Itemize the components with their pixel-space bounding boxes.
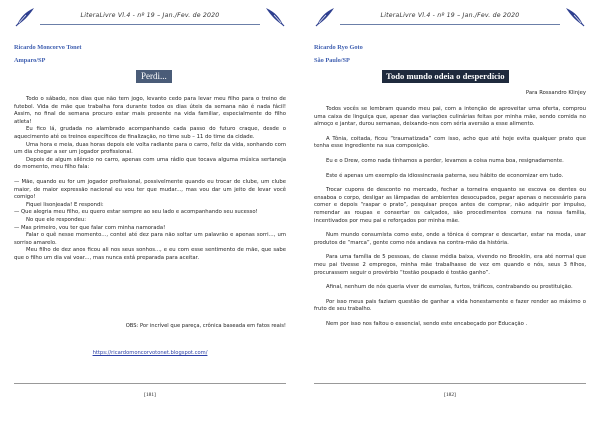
paragraph: Falar o quê nesse momento..., contei até dez para não soltar um palavrão e apenas sorri..., um sorriso amarelo.: [14, 232, 286, 246]
page-header: [14, 6, 286, 28]
header-text: LiteraLivre Vl.4 - nº 19 – Jan./Fev. de 2020: [80, 12, 220, 19]
story-title: Perdi...: [136, 70, 172, 83]
paragraph: Para uma família de 5 pessoas, de classe média baixa, vivendo no Brooklin, era até normal que meu pai tivesse 2 empregos, minha mãe trabalhasse de vez em quando e nós, seus 3 filhos, procurassem seguir o provérbio “tostão poupado é tostão ganho”.: [314, 254, 586, 276]
paragraph: A Tônia, coitada, ficou “traumatizada” com isso, acho que até hoje evita qualquer prato que tenha esse ingrediente na sua composição.: [314, 135, 586, 150]
paragraph: Num mundo consumista como este, onde a tônica é comprar e descartar, estar na moda, usar produtos de “marca”, gente como nós andava na contra-mão da história.: [314, 232, 586, 246]
paragraph: — Mãe, quando eu for um jogador profissional, possivelmente quando eu trocar de clube, um clube maior, de maior expressão nacional eu vou ter que mudar..., mas vou dar um jeito de levar você comigo!: [14, 178, 286, 201]
footer-rule: [14, 383, 286, 384]
page-number: [182]: [444, 392, 456, 398]
story-body: [314, 106, 586, 328]
paragraph: Todo o sábado, nos dias que não tem jogo, levanto cedo para levar meu filho para o treino de futebol. Vida de mãe que trabalha fora durante todos os dias úteis da semana não é nada fácil! Assim, no final de semana procuro estar mais presente na vida familiar, especialmente do filho atleta!: [14, 96, 286, 125]
paragraph: — Que alegria meu filho, eu quero estar sempre ao seu lado e acompanhando seu sucesso!: [14, 209, 258, 216]
paragraph: Trocar cupons de desconto no mercado, fechar a torneira enquanto se escova os dentes ou ensaboa o corpo, desligar as lâmpadas de ambientes desocupados, pegar apenas o necessário para comer e depois “raspar o prato”, pesquisar preços antes de comprar, não adquirir por impulso, remendar as roupas e consertar os calçados, são procedimentos comuns na nossa família, incentivados por meu pai e reforçados por minha mãe.: [314, 187, 586, 224]
author-note: OBS: Por incrível que pareça, crônica baseada em fatos reais!: [125, 323, 286, 329]
page-number: [181]: [144, 392, 156, 398]
story-body: [14, 96, 286, 262]
paragraph: No que ele respondeu:: [26, 216, 87, 223]
paragraph: Uma hora e meia, duas horas depois ele volta radiante para o carro, feliz da vida, sonhando com um dia chegar a ser um jogador profissional.: [14, 141, 286, 156]
header-rule: [40, 24, 260, 25]
footer-rule: [314, 383, 586, 384]
paragraph: Depois de algum silêncio no carro, apenas com uma rádio que tocava alguma música sertaneja do momento, meu filho fala:: [14, 156, 286, 171]
paragraph: Todos vocês se lembram quando meu pai, com a intenção de aproveitar uma oferta, comprou uma caixa de linguiça que, apesar das variações culinárias feitas por minha mãe, sendo comida no almoço e jantar, durou semanas, deixando-nos com séria aversão a esse alimento.: [314, 106, 586, 128]
author-location: Amparo/SP: [14, 57, 46, 64]
quill-pen-icon: [314, 6, 336, 28]
paragraph: — Mas primeiro, vou ter que falar com minha namorada!: [14, 224, 166, 231]
page-header: [314, 6, 586, 28]
paragraph: Eu fico lá, grudada no alambrado acompanhando cada passo do futuro craque, desde o aquecimento até os treinos específicos de finalização, no time sub – 11 do time da cidade.: [14, 126, 286, 140]
author-name: Ricardo Ryo Goto: [314, 44, 363, 51]
right-page: [300, 0, 600, 424]
paragraph: Fiquei lisonjeada! E respondi:: [26, 201, 104, 208]
quill-pen-icon: [264, 6, 286, 28]
paragraph: Este é apenas um exemplo da idiossincrasia paterna, seu hábito de economizar em tudo.: [326, 172, 564, 179]
author-location: São Paulo/SP: [314, 57, 350, 64]
paragraph: Por isso meus pais faziam questão de ganhar a vida honestamente e fazer render ao máximo o fruto de seu trabalho.: [314, 298, 586, 313]
quill-pen-icon: [14, 6, 36, 28]
header-text: LiteraLivre Vl.4 - nº 19 – Jan./Fev. de 2020: [380, 12, 520, 19]
paragraph: Nem por isso nos faltou o essencial, sendo este encabeçado por Educação .: [326, 320, 528, 327]
quill-pen-icon: [564, 6, 586, 28]
header-rule: [340, 24, 560, 25]
paragraph: Meu filho de dez anos ficou ali nos seus sonhos..., e eu com esse sentimento de mãe, que sabe que o filho um dia vai voar..., mas nunca está preparada para aceitar.: [14, 247, 286, 261]
paragraph: Eu e o Drew, como nada tínhamos a perder, levamos a coisa numa boa, resignadamente.: [326, 157, 564, 164]
paragraph: Afinal, nenhum de nós queria viver de esmolas, furtos, tráficos, contrabando ou prostituição.: [326, 284, 573, 291]
dedication: Para Rossandro Klinjey: [525, 90, 586, 96]
author-name: Ricardo Moncorvo Tonet: [14, 44, 82, 51]
blog-link[interactable]: https://ricardomoncorvotonet.blogspot.com/: [92, 350, 208, 356]
story-title: Todo mundo odeia o desperdício: [382, 70, 509, 83]
